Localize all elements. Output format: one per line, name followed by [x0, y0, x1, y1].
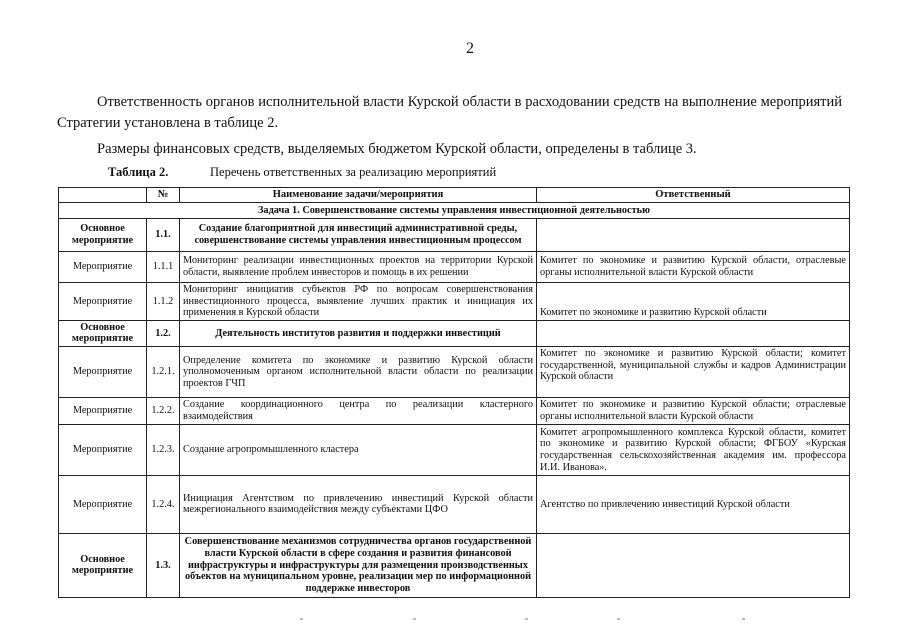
row-responsible: [537, 533, 850, 597]
row-number: 1.2.3.: [147, 424, 180, 475]
row-number: 1.2.: [147, 320, 180, 346]
row-responsible: Комитет по экономике и развитию Курской области: [537, 283, 850, 321]
row-name: Создание агропромышленного кластера: [180, 424, 537, 475]
row-name: Мониторинг реализации инвестиционных проектов на территории Курской области, выявление проблем инвесторов и помощь в их решении: [180, 252, 537, 283]
row-responsible: Комитет по экономике и развитию Курской области; отраслевые органы исполнительной власти Курской области: [537, 397, 850, 424]
table-row: [59, 397, 850, 424]
row-responsible: [537, 219, 850, 252]
row-number: 1.1.: [147, 219, 180, 252]
row-type: Мероприятие: [59, 283, 147, 321]
row-responsible: [537, 320, 850, 346]
responsibility-table: [58, 187, 850, 598]
row-number: 1.1.2: [147, 283, 180, 321]
row-type: Основное мероприятие: [59, 320, 147, 346]
header-name: Наименование задачи/мероприятия: [180, 188, 537, 203]
table-row: [59, 533, 850, 597]
row-name: Инициация Агентством по привлечению инвестиций Курской области межрегионального взаимодействия между субъектами ЦФО: [180, 475, 537, 533]
row-type: Мероприятие: [59, 252, 147, 283]
row-responsible: Агентство по привлечению инвестиций Курской области: [537, 475, 850, 533]
table-row: [59, 320, 850, 346]
row-responsible: Комитет по экономике и развитию Курской области; комитет государственной, муниципальной службы и кадров Администрации Курской области: [537, 346, 850, 397]
paragraph-funding: Размеры финансовых средств, выделяемых бюджетом Курской области, определены в таблице 3.: [97, 141, 697, 157]
row-type: Мероприятие: [59, 475, 147, 533]
row-type: Основное мероприятие: [59, 533, 147, 597]
row-name: Совершенствование механизмов сотрудничества органов государственной власти Курской области в сфере создания и развития финансовой инфраструктуры и инфраструктуры для размещения производственных объектов на муниципальном уровне, реализации мер по информационной поддержке инвесторов: [180, 533, 537, 597]
row-name: Создание благоприятной для инвестиций административной среды, совершенствование системы управления инвестиционным процессом: [180, 219, 537, 252]
table-row: [59, 252, 850, 283]
row-responsible: Комитет по экономике и развитию Курской области, отраслевые органы исполнительной власти Курской области: [537, 252, 850, 283]
table-row: [59, 475, 850, 533]
row-name: Мониторинг инициатив субъектов РФ по вопросам совершенствования инвестиционного процесса, выявление лучших практик и инициация их применения в Курской области: [180, 283, 537, 321]
table-caption: [108, 165, 496, 180]
row-name: Деятельность институтов развития и поддержки инвестиций: [180, 320, 537, 346]
task-title: Задача 1. Совершенствование системы управления инвестиционной деятельностью: [59, 203, 850, 219]
row-number: 1.3.: [147, 533, 180, 597]
row-type: Мероприятие: [59, 397, 147, 424]
task-row: [59, 203, 850, 219]
table-header-row: [59, 188, 850, 203]
table-caption-title: Перечень ответственных за реализацию мероприятий: [210, 165, 497, 179]
header-number: №: [147, 188, 180, 203]
scan-artifact-marks: [0, 618, 905, 628]
header-responsible: Ответственный: [537, 188, 850, 203]
table-row: [59, 219, 850, 252]
row-type: Мероприятие: [59, 424, 147, 475]
table-row: [59, 346, 850, 397]
row-number: 1.2.1.: [147, 346, 180, 397]
paragraph-responsibility: Ответственность органов исполнительной власти Курской области в расходовании средств на выполнение мероприятий Стратегии установлена в таблице 2.: [57, 94, 842, 131]
row-name: Создание координационного центра по реализации кластерного взаимодействия: [180, 397, 537, 424]
row-type: Мероприятие: [59, 346, 147, 397]
row-number: 1.2.2.: [147, 397, 180, 424]
table-row: [59, 424, 850, 475]
row-number: 1.1.1: [147, 252, 180, 283]
row-responsible: Комитет агропромышленного комплекса Курской области, комитет по экономике и развитию Курской области; ФГБОУ «Курская государственная сельскохозяйственная академия им. профессора И.И. Иванова».: [537, 424, 850, 475]
row-name: Определение комитета по экономике и развитию Курской области уполномоченным органом исполнительной власти области по реализации проектов ГЧП: [180, 346, 537, 397]
table-caption-number: Таблица 2.: [108, 165, 169, 179]
page-number: 2: [466, 40, 474, 57]
row-number: 1.2.4.: [147, 475, 180, 533]
header-type: [59, 188, 147, 203]
table-row: [59, 283, 850, 321]
row-type: Основное мероприятие: [59, 219, 147, 252]
